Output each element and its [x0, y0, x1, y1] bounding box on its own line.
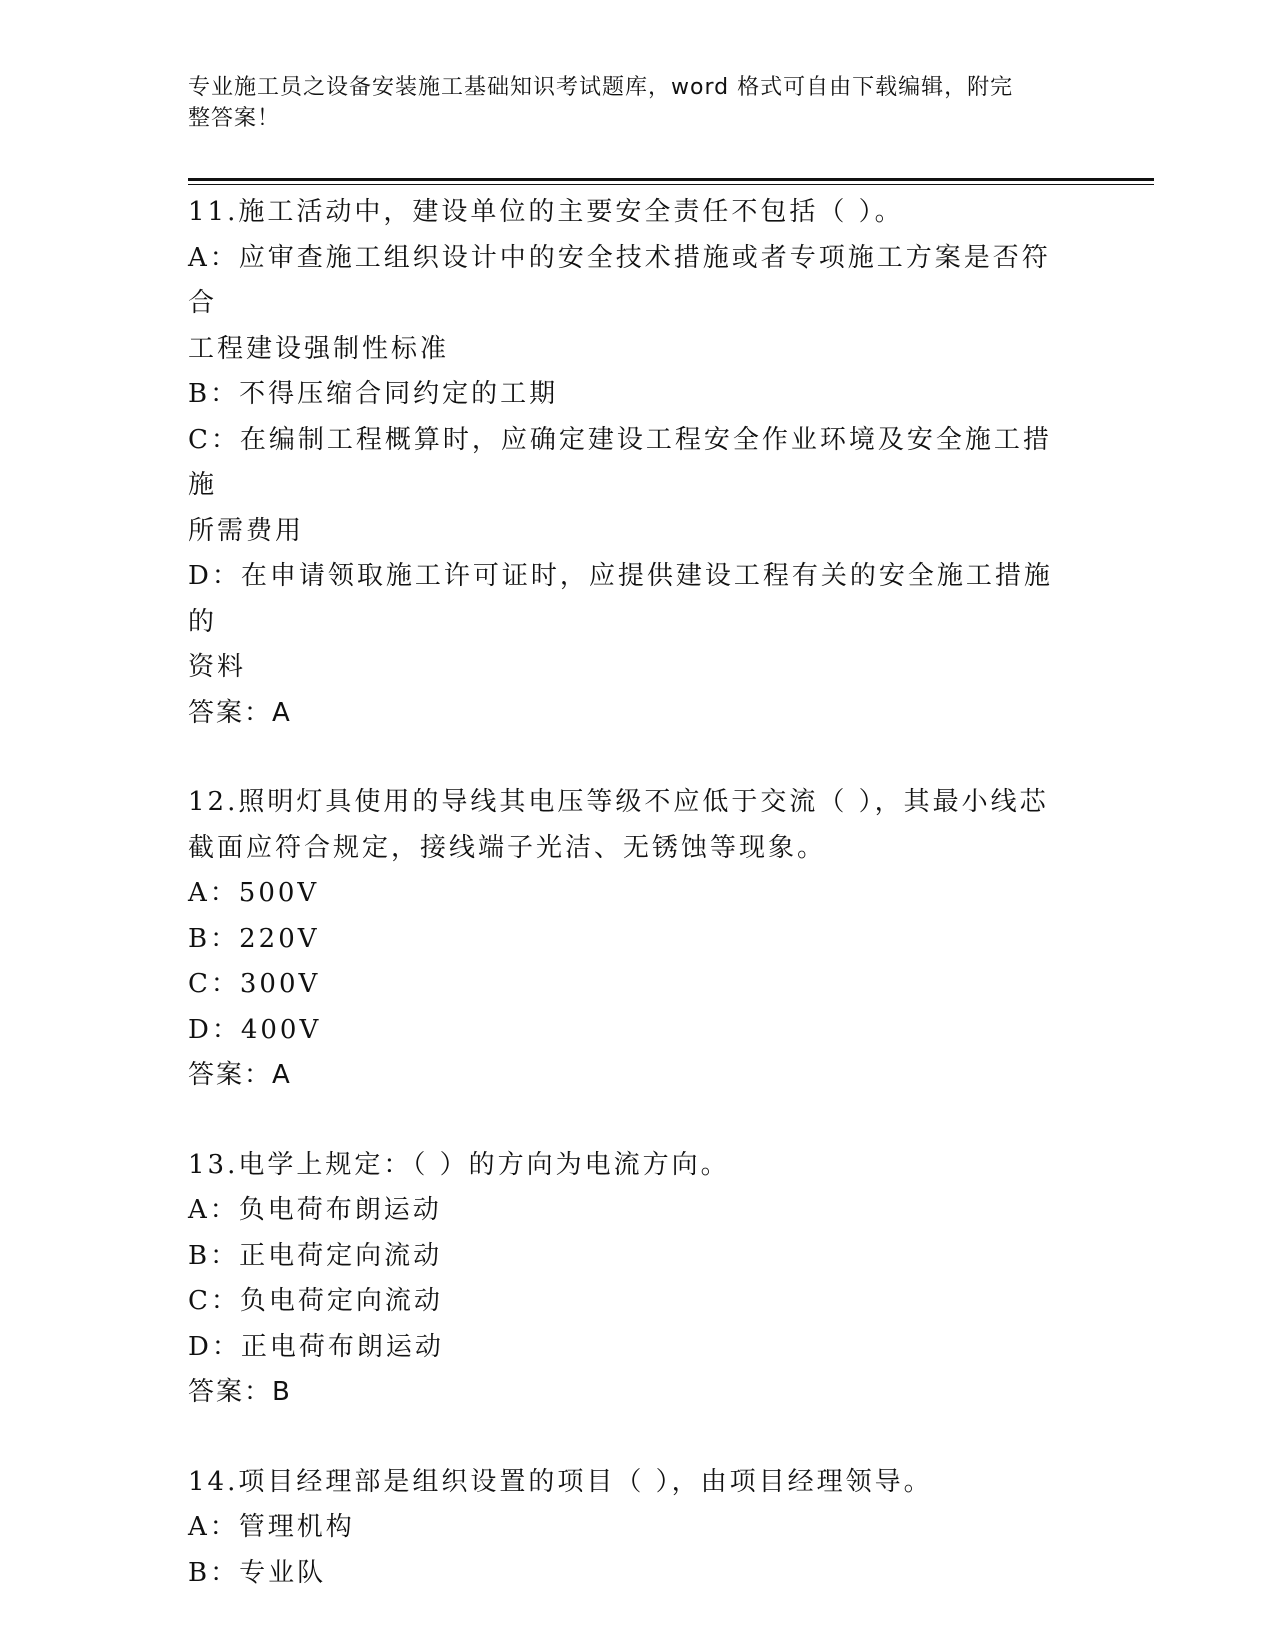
answer-option-line: B：正电荷定向流动: [188, 1240, 443, 1271]
header-divider-thick: [188, 178, 1154, 181]
answer-option-line: 工程建设强制性标准: [188, 333, 450, 364]
question-item: [188, 1460, 1068, 1597]
question-stem: [188, 780, 1068, 871]
answer-option-line: 所需费用: [188, 515, 305, 546]
answer-option: [188, 917, 1068, 963]
question-item: [188, 780, 1068, 1099]
question-stem: [188, 1143, 1068, 1189]
question-stem-line: 13.电学上规定：（ ）的方向为电流方向。: [188, 1149, 730, 1180]
answer-option-line: 资料: [188, 652, 247, 682]
question-stem-line: 14.项目经理部是组织设置的项目（ ），由项目经理领导。: [188, 1466, 933, 1497]
answer-key: 答案：A: [188, 1060, 292, 1090]
answer-option: [188, 1505, 1068, 1551]
document-header: [188, 72, 1068, 134]
question-stem: [188, 190, 1068, 236]
answer-option: [188, 1325, 1068, 1371]
question-stem: [188, 1460, 1068, 1506]
answer-option: [188, 1279, 1068, 1325]
answer-option: [188, 1188, 1068, 1234]
answer-option: [188, 418, 1068, 555]
answer-option-line: B：专业队: [188, 1557, 327, 1588]
question-item: [188, 1143, 1068, 1416]
answer-option-line: D：正电荷布朗运动: [188, 1331, 444, 1362]
answer-option-line: A：管理机构: [188, 1512, 355, 1542]
question-stem-line: 11.施工活动中，建设单位的主要安全责任不包括（ ）。: [188, 197, 904, 227]
answer-option-line: C：负电荷定向流动: [188, 1286, 443, 1316]
answer-option-line: A：应审查施工组织设计中的安全技术措施或者专项施工方案是否符合: [188, 242, 1051, 318]
question-stem-line: 截面应符合规定，接线端子光洁、无锈蚀等现象。: [188, 832, 827, 863]
answer-option: [188, 962, 1068, 1008]
answer-option: [188, 554, 1068, 691]
answer-option-line: B：不得压缩合同约定的工期: [188, 379, 559, 409]
header-line-1: 专业施工员之设备安装施工基础知识考试题库，word 格式可自由下载编辑，附完: [188, 75, 1014, 100]
answer-option-line: B：220V: [188, 923, 320, 954]
answer-option-line: C：在编制工程概算时，应确定建设工程安全作业环境及安全施工措施: [188, 424, 1052, 500]
answer-option: [188, 1008, 1068, 1054]
answer-option: [188, 1234, 1068, 1280]
answer-option: [188, 236, 1068, 373]
answer-option-line: C：300V: [188, 969, 321, 999]
answer-key: 答案：A: [188, 697, 292, 728]
answer-option: [188, 1551, 1068, 1597]
header-divider-thin: [188, 184, 1154, 185]
question-list: [188, 190, 1068, 1640]
answer-option-line: A：负电荷布朗运动: [188, 1195, 442, 1225]
answer-option-line: A：500V: [188, 878, 320, 908]
header-line-2: 整答案！: [188, 106, 281, 131]
answer-option-line: D：在申请领取施工许可证时，应提供建设工程有关的安全施工措施的: [188, 561, 1053, 637]
answer-option: [188, 372, 1068, 418]
answer-option: [188, 871, 1068, 917]
question-item: [188, 190, 1068, 736]
answer-key: 答案：B: [188, 1377, 292, 1407]
answer-option-line: D：400V: [188, 1014, 322, 1045]
question-stem-line: 12.照明灯具使用的导线其电压等级不应低于交流（ ），其最小线芯: [188, 787, 1049, 817]
